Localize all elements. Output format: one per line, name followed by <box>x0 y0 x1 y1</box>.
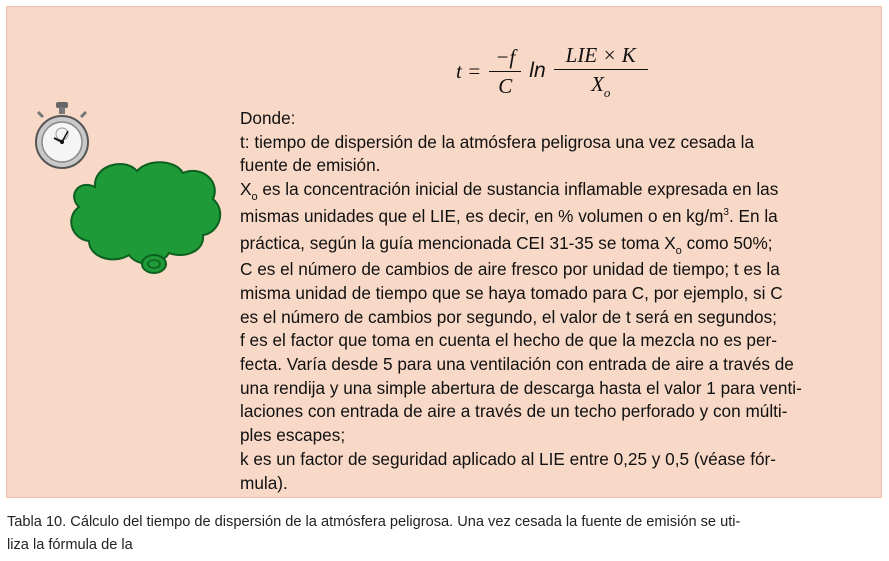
c-definition-line-2: misma unidad de tiempo que se haya tomado para C, por ejemplo, si C <box>240 282 783 303</box>
f-definition-line-4: laciones con entrada de aire a través de un techo perforado y con múlti- <box>240 401 788 422</box>
xo-definition-text: es la concentración inicial de sustancia inflamable expresada en las <box>257 179 779 200</box>
subscript-o: o <box>675 244 682 257</box>
fraction-denominator: C <box>498 73 513 98</box>
t-definition-line-2: fuente de emisión. <box>240 155 381 176</box>
xo-definition-line-2 <box>240 205 870 232</box>
subscript-o: o <box>603 85 611 100</box>
donde-label: Donde: <box>240 108 296 128</box>
fraction-lie-k-over-xo <box>554 44 648 98</box>
k-definition-line-2: mula). <box>240 472 288 493</box>
formula-panel <box>6 6 882 498</box>
k-definition-line-1: k es un factor de seguridad aplicado al LIE entre 0,25 y 0,5 (véase fór- <box>240 448 776 469</box>
x-symbol: X <box>591 72 604 96</box>
xo-definition-text: . En la <box>728 205 778 226</box>
dispersion-time-formula <box>456 41 648 101</box>
fraction-numerator: −f <box>489 46 521 72</box>
superscript-3: 3 <box>723 206 729 218</box>
formula-lhs: t = <box>456 58 482 83</box>
f-definition-line-5: ples escapes; <box>240 425 346 446</box>
c-definition-line-3: es el número de cambios por segundo, el valor de t será en segundos; <box>240 306 777 327</box>
gas-cloud-icon <box>65 159 225 287</box>
f-definition-line-1: f es el factor que toma en cuenta el hecho de que la mezcla no es per- <box>240 330 777 351</box>
xo-definition-line-1 <box>240 178 870 205</box>
ln-operator: ln <box>529 59 546 82</box>
f-definition-line-2: fecta. Varía desde 5 para una ventilación con entrada de aire a través de <box>240 354 794 375</box>
x-symbol: X <box>240 179 252 200</box>
c-definition-line-1: C es el número de cambios de aire fresco por unidad de tiempo; t es la <box>240 259 780 280</box>
xo-definition-line-3 <box>240 232 870 259</box>
xo-definition-text: práctica, según la guía mencionada CEI 31-35 se toma X <box>240 232 676 253</box>
fraction-denominator <box>591 70 610 98</box>
fraction-numerator: LIE × K <box>554 44 648 70</box>
xo-definition-text: mismas unidades que el LIE, es decir, en % volumen o en kg/m <box>240 205 724 226</box>
caption-line-1: Tabla 10. Cálculo del tiempo de dispersión de la atmósfera peligrosa. Una vez cesada la fuente de emisión se uti- <box>7 514 741 530</box>
table-caption <box>7 511 882 557</box>
caption-line-2: liza la fórmula de la <box>7 537 133 553</box>
subscript-o: o <box>251 191 258 204</box>
t-definition-line-1: t: tiempo de dispersión de la atmósfera peligrosa una vez cesada la <box>240 131 755 152</box>
xo-definition-text: como 50%; <box>681 232 773 253</box>
variable-definitions <box>240 107 870 495</box>
fraction-f-over-c <box>489 46 521 97</box>
f-definition-line-3: una rendija y una simple abertura de descarga hasta el valor 1 para venti- <box>240 377 802 398</box>
